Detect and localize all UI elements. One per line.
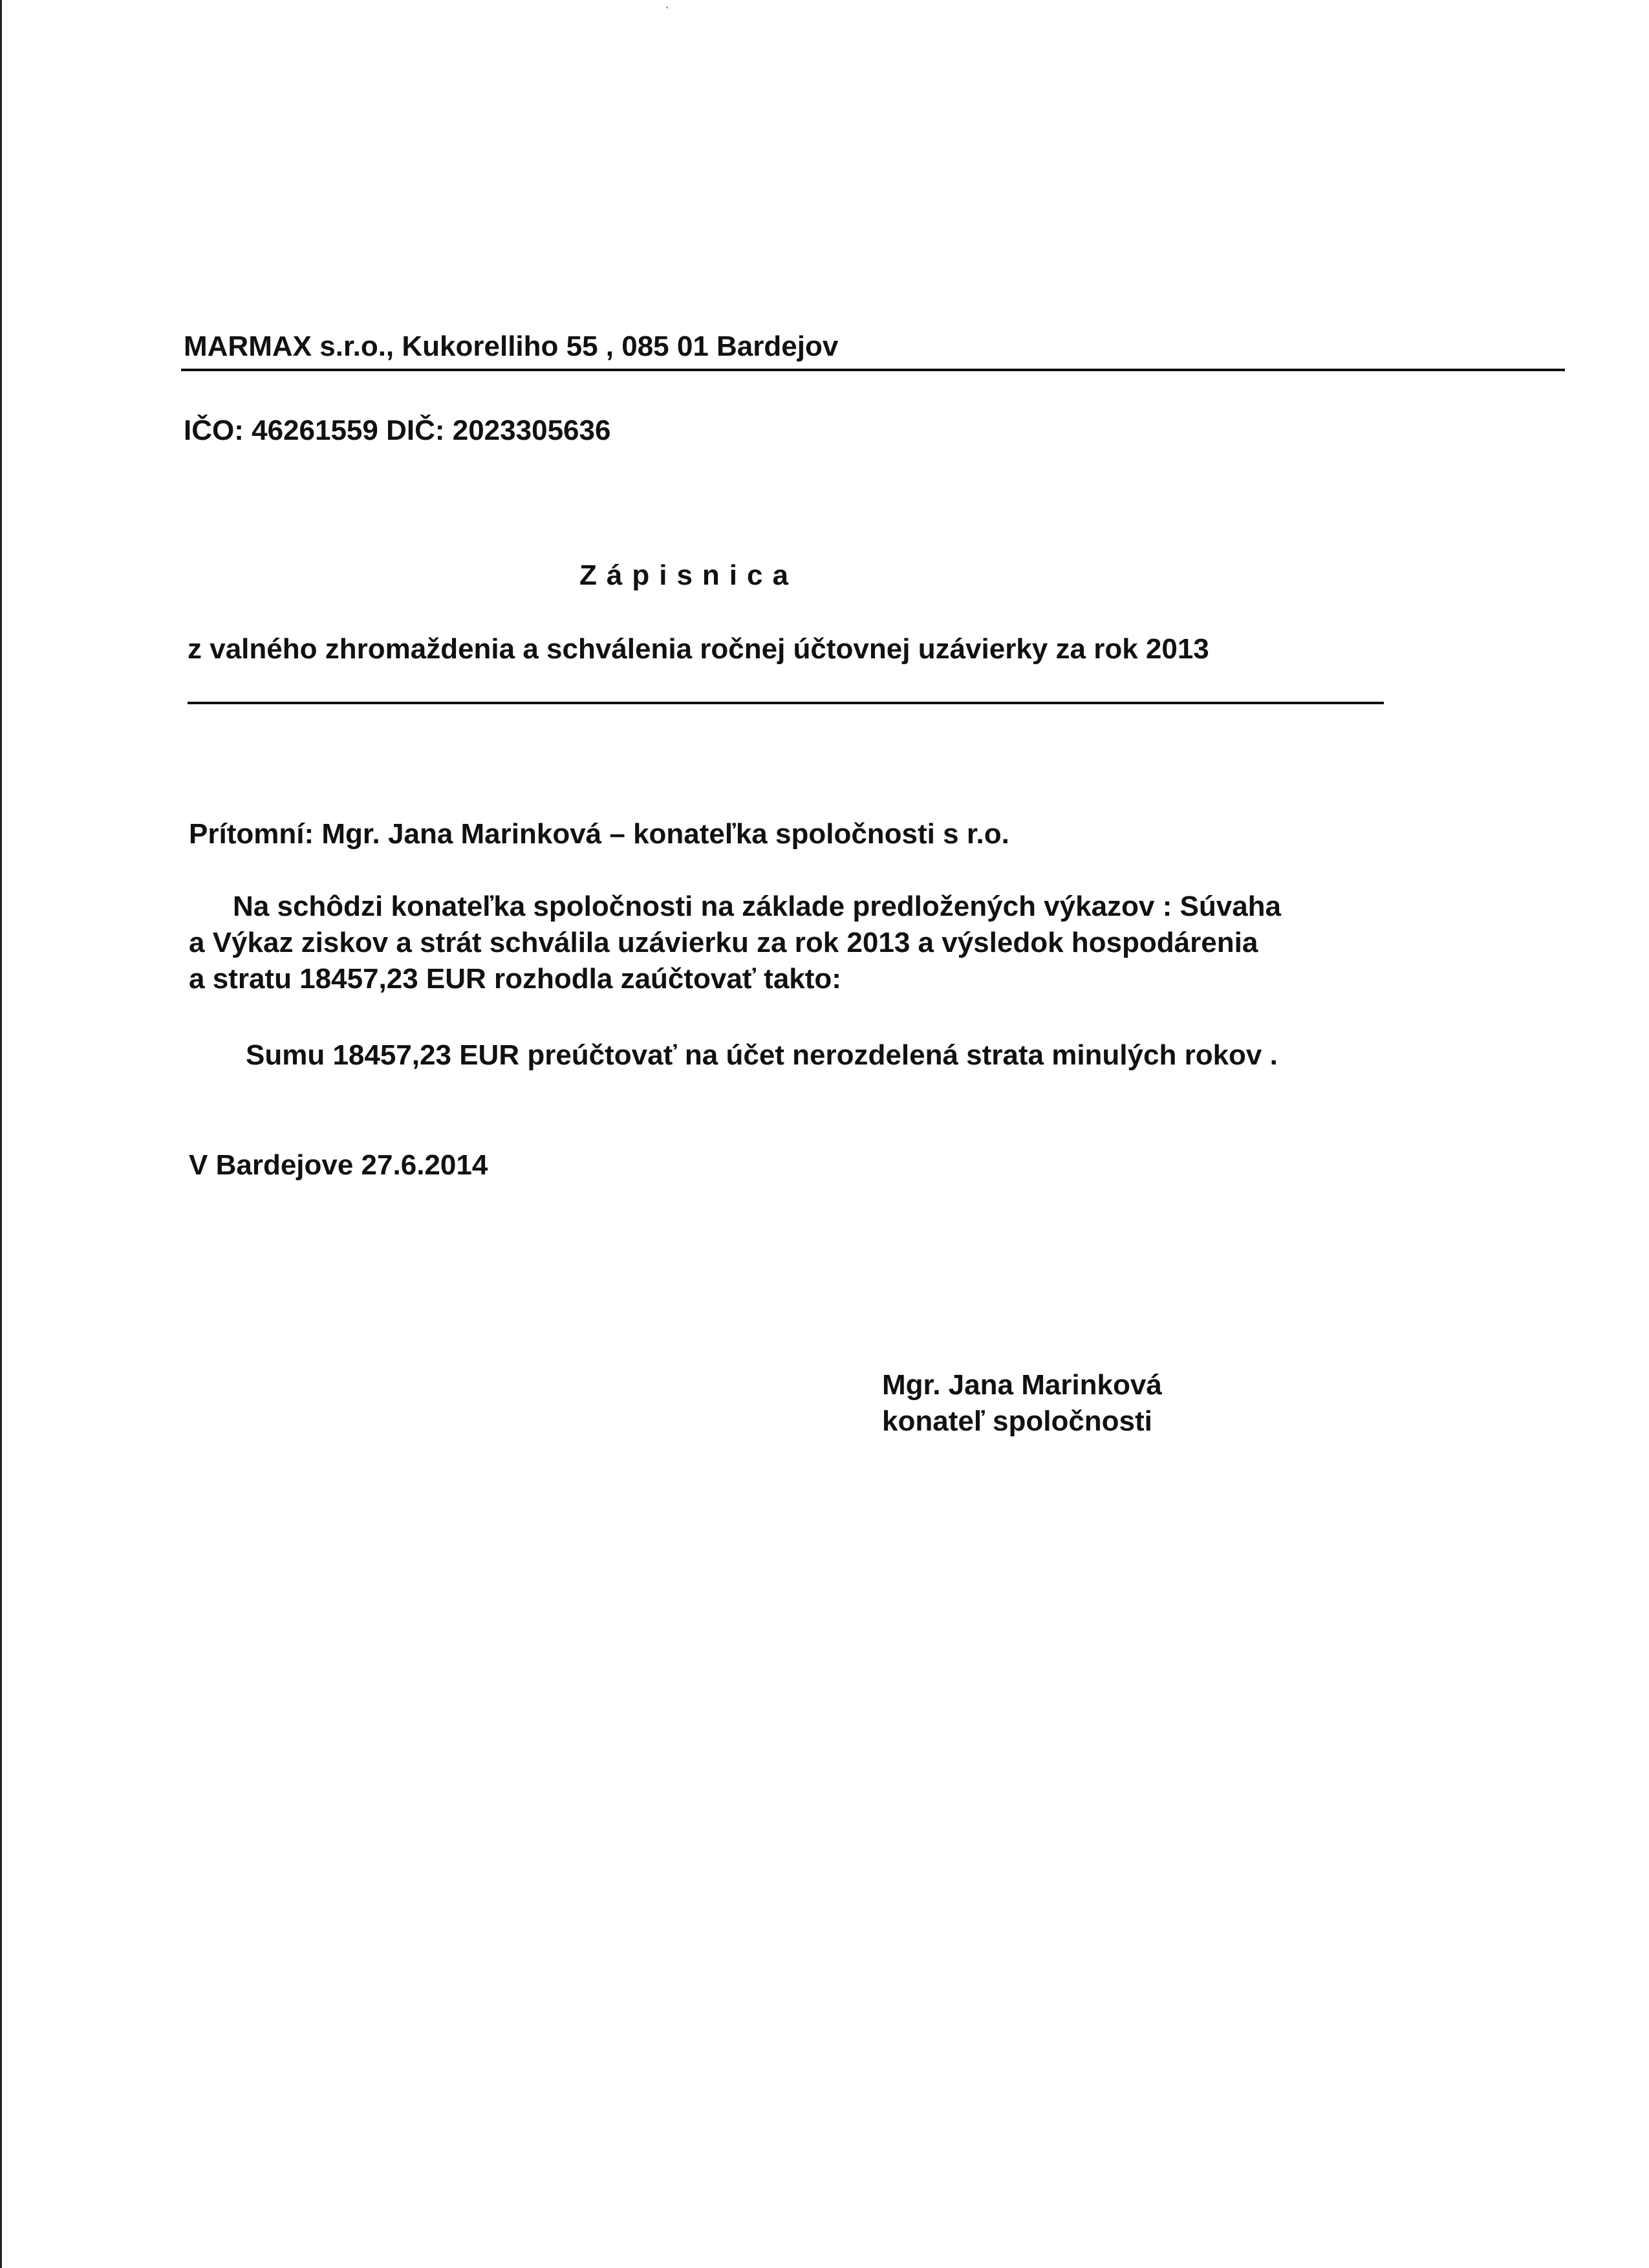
header-divider	[181, 369, 1565, 371]
place-and-date: V Bardejove 27.6.2014	[189, 1149, 488, 1181]
subtitle-divider	[188, 702, 1384, 704]
attendees-line: Prítomní: Mgr. Jana Marinková – konateľka spoločnosti s r.o.	[189, 818, 1009, 850]
transfer-instruction: Sumu 18457,23 EUR preúčtovať na účet nerozdelená strata minulých rokov .	[246, 1039, 1278, 1071]
scan-edge	[0, 0, 2, 2268]
company-ids-line: IČO: 46261559 DIČ: 2023305636	[184, 415, 611, 446]
resolution-paragraph-line-3: a stratu 18457,23 EUR rozhodla zaúčtovať takto:	[189, 963, 841, 995]
signer-role: konateľ spoločnosti	[882, 1405, 1152, 1437]
company-address-line: MARMAX s.r.o., Kukorelliho 55 , 085 01 Bardejov	[184, 330, 839, 362]
resolution-paragraph-line-1: Na schôdzi konateľka spoločnosti na základe predložených výkazov : Súvaha	[233, 891, 1282, 922]
resolution-paragraph-line-2: a Výkaz ziskov a strát schválila uzávierku za rok 2013 a výsledok hospodárenia	[189, 927, 1258, 958]
document-subtitle: z valného zhromaždenia a schválenia ročnej účtovnej uzávierky za rok 2013	[188, 633, 1209, 665]
scan-speck	[666, 6, 668, 8]
document-title: Zápisnica	[579, 559, 798, 591]
signer-name: Mgr. Jana Marinková	[882, 1369, 1162, 1401]
